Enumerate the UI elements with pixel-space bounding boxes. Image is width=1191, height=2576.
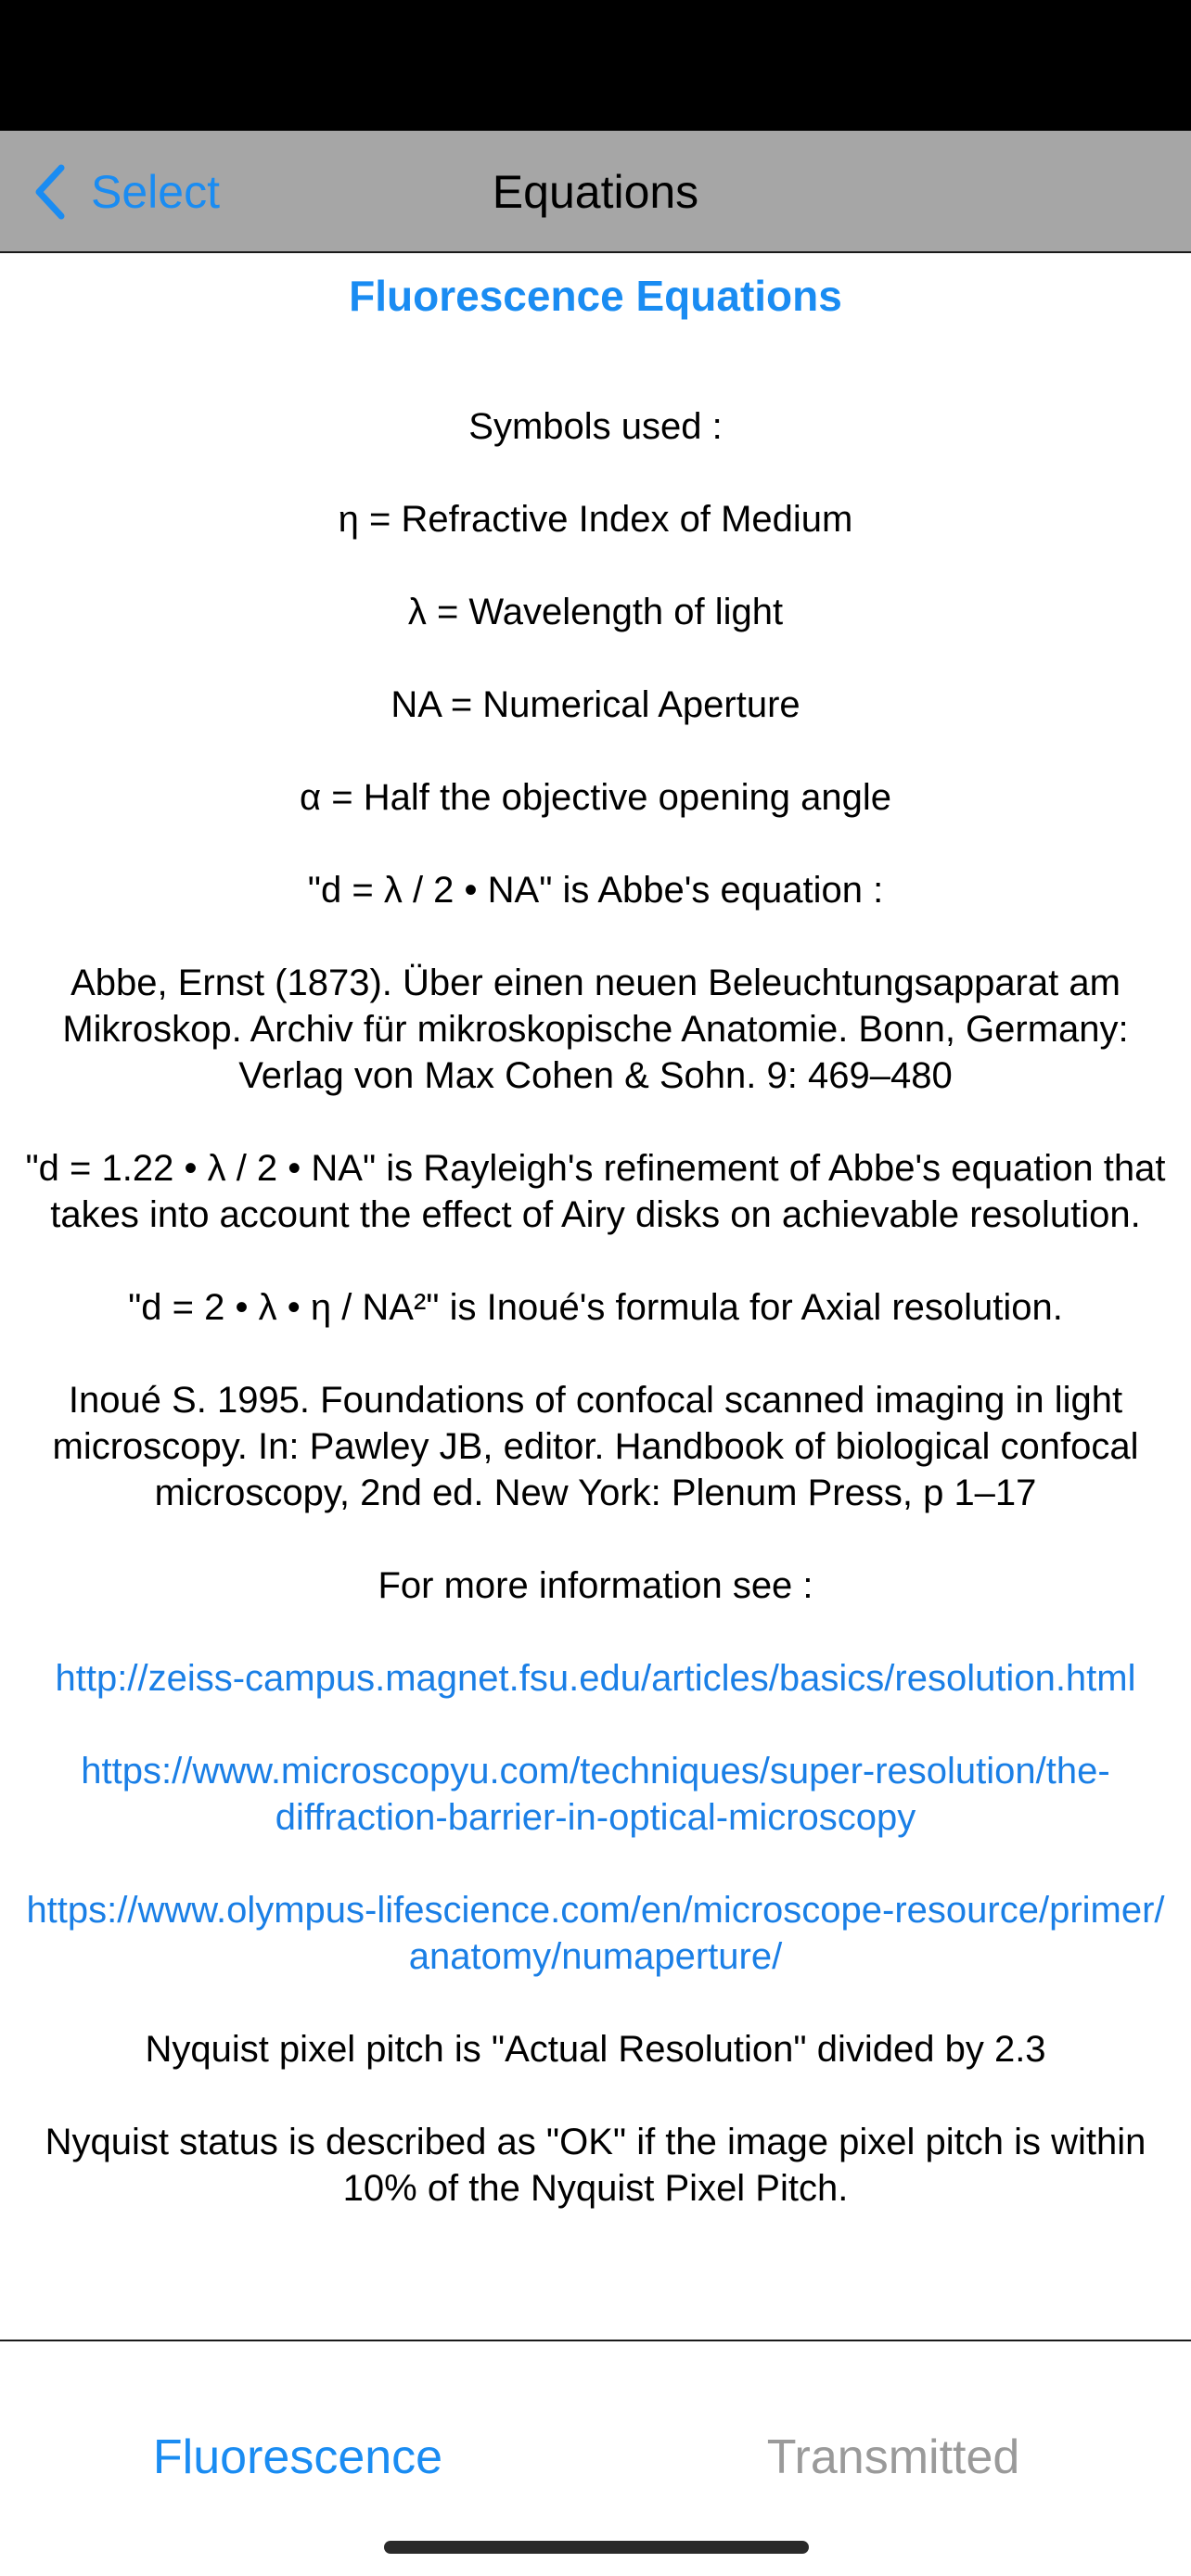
link-item: [0, 1887, 1191, 1980]
section-heading: Fluorescence Equations: [349, 272, 842, 320]
symbol-alpha: α = Half the objective opening angle: [299, 777, 891, 818]
nyquist-pitch-text: Nyquist pixel pitch is "Actual Resolution" divided by 2.3: [145, 2029, 1046, 2070]
symbols-intro: Symbols used :: [468, 406, 723, 447]
page-title: Equations: [492, 166, 699, 218]
inoue-reference: Inoué S. 1995. Foundations of confocal scanned imaging in light microscopy. In: Pawley JB, editor. Handbook of biological confocal microscopy, 2nd ed. New York: Plenum Press, p 1–17: [52, 1380, 1139, 1513]
zeiss-campus-link[interactable]: http://zeiss-campus.magnet.fsu.edu/articles/basics/resolution.html: [55, 1658, 1136, 1699]
microscopyu-link[interactable]: https://www.microscopyu.com/techniques/super-resolution/the-diffraction-barrier-in-optical-microscopy: [81, 1751, 1110, 1838]
tab-fluorescence[interactable]: Fluorescence: [152, 2430, 443, 2484]
navigation-bar: [0, 131, 1191, 253]
link-item: [0, 1655, 1191, 1702]
equations-content[interactable]: [0, 255, 1191, 2340]
back-button-label: Select: [91, 166, 220, 218]
home-indicator[interactable]: [384, 2541, 809, 2554]
abbe-reference: Abbe, Ernst (1873). Über einen neuen Beleuchtungsapparat am Mikroskop. Archiv für mikroskopische Anatomie. Bonn, Germany: Verlag von Max Cohen & Sohn. 9: 469–480: [62, 963, 1129, 1096]
olympus-link[interactable]: https://www.olympus-lifescience.com/en/microscope-resource/primer/anatomy/numaperture/: [26, 1890, 1165, 1977]
tab-transmitted[interactable]: Transmitted: [766, 2430, 1020, 2484]
link-item: [0, 1748, 1191, 1841]
more-info-label: For more information see :: [378, 1565, 813, 1606]
nyquist-status-text: Nyquist status is described as "OK" if the image pixel pitch is within 10% of the Nyquist Pixel Pitch.: [45, 2122, 1146, 2209]
inoue-equation: "d = 2 • λ • η / NA²" is Inoué's formula for Axial resolution.: [128, 1287, 1063, 1328]
symbol-lambda: λ = Wavelength of light: [407, 592, 784, 632]
status-bar: [0, 0, 1191, 131]
abbe-equation: "d = λ / 2 • NA" is Abbe's equation :: [307, 870, 884, 911]
symbol-na: NA = Numerical Aperture: [391, 684, 800, 725]
equations-text: [0, 403, 1191, 2258]
symbol-eta: η = Refractive Index of Medium: [338, 499, 853, 540]
rayleigh-equation: "d = 1.22 • λ / 2 • NA" is Rayleigh's refinement of Abbe's equation that takes into account the effect of Airy disks on achievable resolution.: [25, 1148, 1166, 1235]
